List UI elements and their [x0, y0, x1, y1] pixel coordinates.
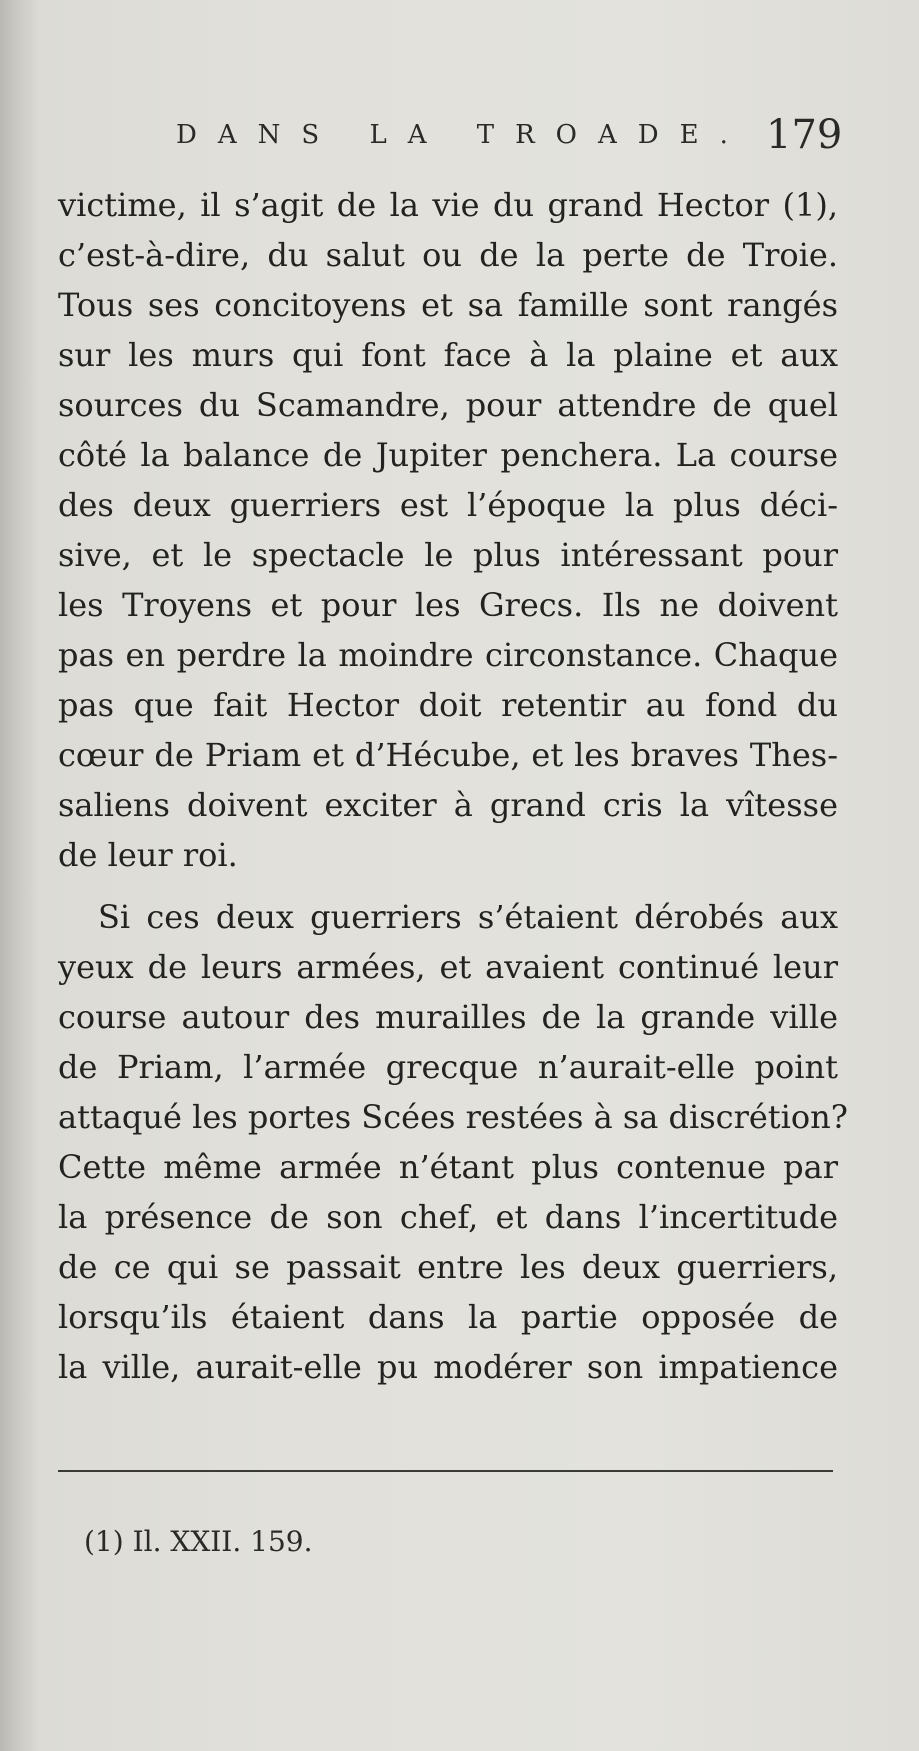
text-line: yeux de leurs armées, et avaient continué leur	[58, 948, 838, 986]
footnote-rule	[58, 1470, 833, 1472]
text-line: victime, il s’agit de la vie du grand Hector (1),	[58, 186, 838, 224]
text-line: sur les murs qui font face à la plaine et aux	[58, 336, 838, 374]
text-line: saliens doivent exciter à grand cris la vîtesse	[58, 786, 838, 824]
footnote: (1) Il. XXII. 159.	[84, 1525, 313, 1558]
page-number: 179	[766, 112, 843, 158]
body-text	[58, 180, 848, 1392]
text-line: Tous ses concitoyens et sa famille sont rangés	[58, 286, 838, 324]
text-line: des deux guerriers est l’époque la plus déci-	[58, 486, 838, 524]
text-line: lorsqu’ils étaient dans la partie opposée de	[58, 1298, 838, 1336]
text-line: côté la balance de Jupiter penchera. La course	[58, 436, 838, 474]
text-line: sive, et le spectacle le plus intéressant pour	[58, 536, 838, 574]
running-head	[150, 112, 850, 168]
gutter-shadow	[0, 0, 40, 1751]
text-line: Si ces deux guerriers s’étaient dérobés aux	[98, 898, 838, 936]
text-line: attaqué les portes Scées restées à sa discrétion?	[58, 1098, 848, 1136]
text-line: de Priam, l’armée grecque n’aurait-elle point	[58, 1048, 838, 1086]
text-line: de ce qui se passait entre les deux guerriers,	[58, 1248, 838, 1286]
paragraph-2	[58, 892, 848, 1392]
text-line: course autour des murailles de la grande ville	[58, 998, 838, 1036]
text-line: pas que fait Hector doit retentir au fond du	[58, 686, 838, 724]
text-line: cœur de Priam et d’Hécube, et les braves Thes-	[58, 736, 838, 774]
text-line: sources du Scamandre, pour attendre de quel	[58, 386, 838, 424]
paragraph-gap	[58, 880, 838, 892]
running-title: DANS LA TROADE.	[176, 120, 749, 150]
text-line: la ville, aurait-elle pu modérer son impatience	[58, 1348, 838, 1386]
text-line: de leur roi.	[58, 836, 238, 874]
text-line: la présence de son chef, et dans l’incertitude	[58, 1198, 838, 1236]
text-line: c’est-à-dire, du salut ou de la perte de Troie.	[58, 236, 838, 274]
paragraph-1	[58, 180, 838, 880]
text-line: pas en perdre la moindre circonstance. Chaque	[58, 636, 838, 674]
text-line: les Troyens et pour les Grecs. Ils ne doivent	[58, 586, 838, 624]
text-line: Cette même armée n’étant plus contenue par	[58, 1148, 838, 1186]
